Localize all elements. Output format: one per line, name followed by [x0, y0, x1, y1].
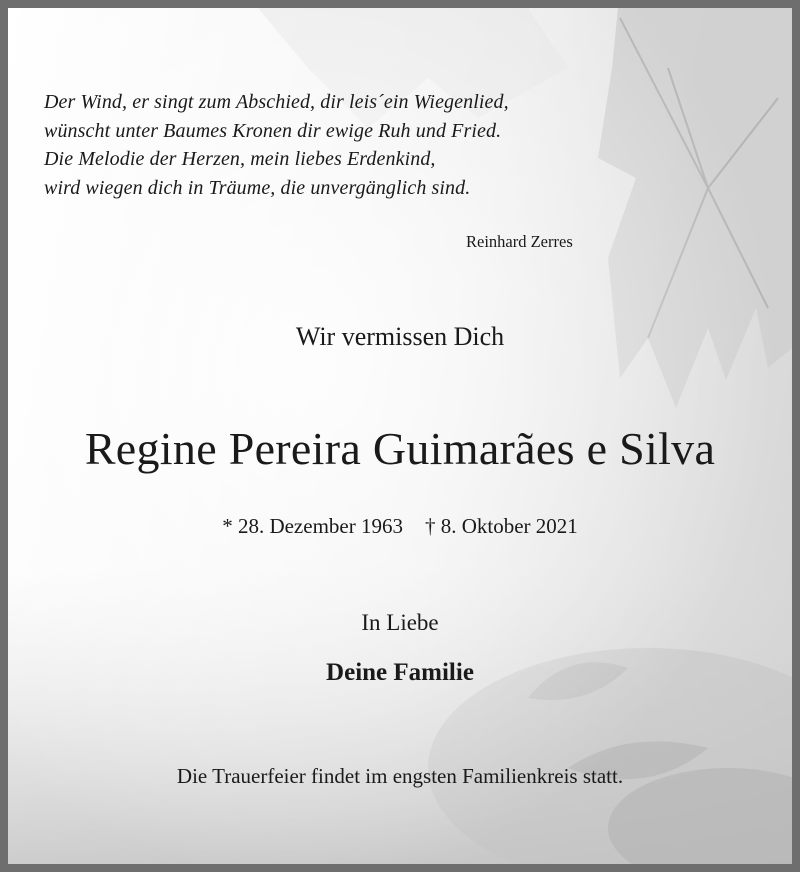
funeral-notice: Die Trauerfeier findet im engsten Familienkreis statt.	[176, 764, 624, 788]
poem-line: Die Melodie der Herzen, mein liebes Erdenkind,	[44, 148, 436, 170]
signature: Deine Familie	[326, 659, 474, 686]
death-date: † 8. Oktober 2021	[424, 514, 578, 538]
poem-line: wünscht unter Baumes Kronen dir ewige Ruh und Fried.	[44, 119, 502, 142]
poem-author: Reinhard Zerres	[466, 232, 573, 251]
poem-line: Der Wind, er singt zum Abschied, dir leis´ein Wiegenlied,	[44, 91, 509, 113]
heading: Wir vermissen Dich	[295, 322, 505, 351]
poem	[44, 88, 509, 202]
closing-greeting: In Liebe	[361, 610, 439, 635]
birth-date: * 28. Dezember 1963	[222, 514, 403, 538]
deceased-name: Regine Pereira Guimarães e Silva	[84, 423, 716, 474]
poem-line: wird wiegen dich in Träume, die unvergänglich sind.	[44, 176, 471, 199]
life-dates	[8, 514, 792, 539]
